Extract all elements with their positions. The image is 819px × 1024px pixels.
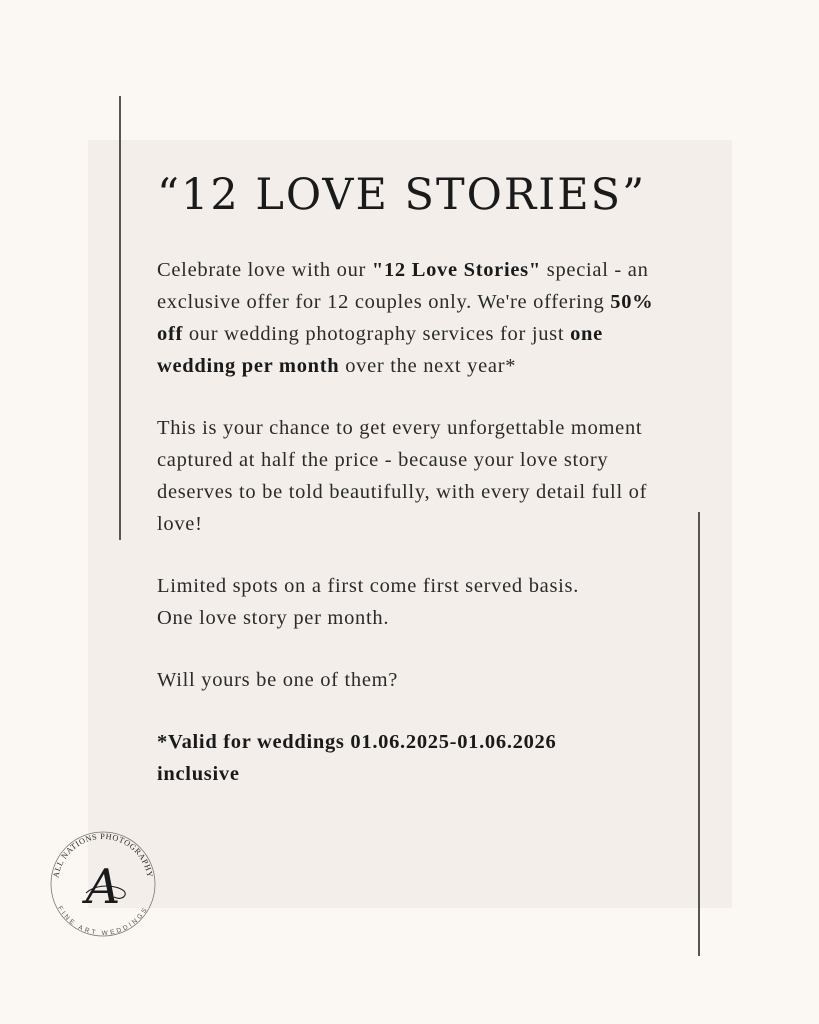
limited-paragraph (157, 570, 667, 634)
logo-bottom-text: FINE ART WEDDINGS (56, 905, 150, 938)
validity-footnote (157, 726, 667, 790)
limited-line-1: Limited spots on a first come first served basis. (157, 575, 580, 597)
validity-line-1: *Valid for weddings 01.06.2025-01.06.2026 (157, 731, 557, 753)
frequency-highlight: one wedding per month (157, 323, 603, 377)
question-paragraph: Will yours be one of them? (157, 669, 399, 691)
left-accent-line (119, 96, 121, 540)
offer-name: "12 Love Stories" (371, 259, 541, 281)
limited-line-2: One love story per month. (157, 607, 390, 629)
intro-text-4: over the next year* (339, 355, 517, 377)
intro-text-1: Celebrate love with our (157, 259, 372, 281)
chance-paragraph: This is your chance to get every unforgettable moment captured at half the price - because your love story deserves to be told beautifully, with every detail full of love! (157, 417, 648, 535)
discount-amount: 50% off (157, 291, 654, 345)
offer-body (157, 254, 667, 820)
brand-logo (42, 823, 164, 945)
logo-top-text: ALL NATIONS PHOTOGRAPHY (51, 831, 155, 879)
intro-text-2: special - an exclusive offer for 12 couples only. We're offering (157, 259, 649, 313)
intro-text-3: our wedding photography services for just (183, 323, 571, 345)
validity-line-2: inclusive (157, 763, 240, 785)
intro-paragraph (157, 254, 667, 382)
right-accent-line (698, 512, 700, 956)
page-title: “12 LOVE STORIES” (157, 170, 647, 220)
logo-monogram: A (85, 859, 121, 915)
